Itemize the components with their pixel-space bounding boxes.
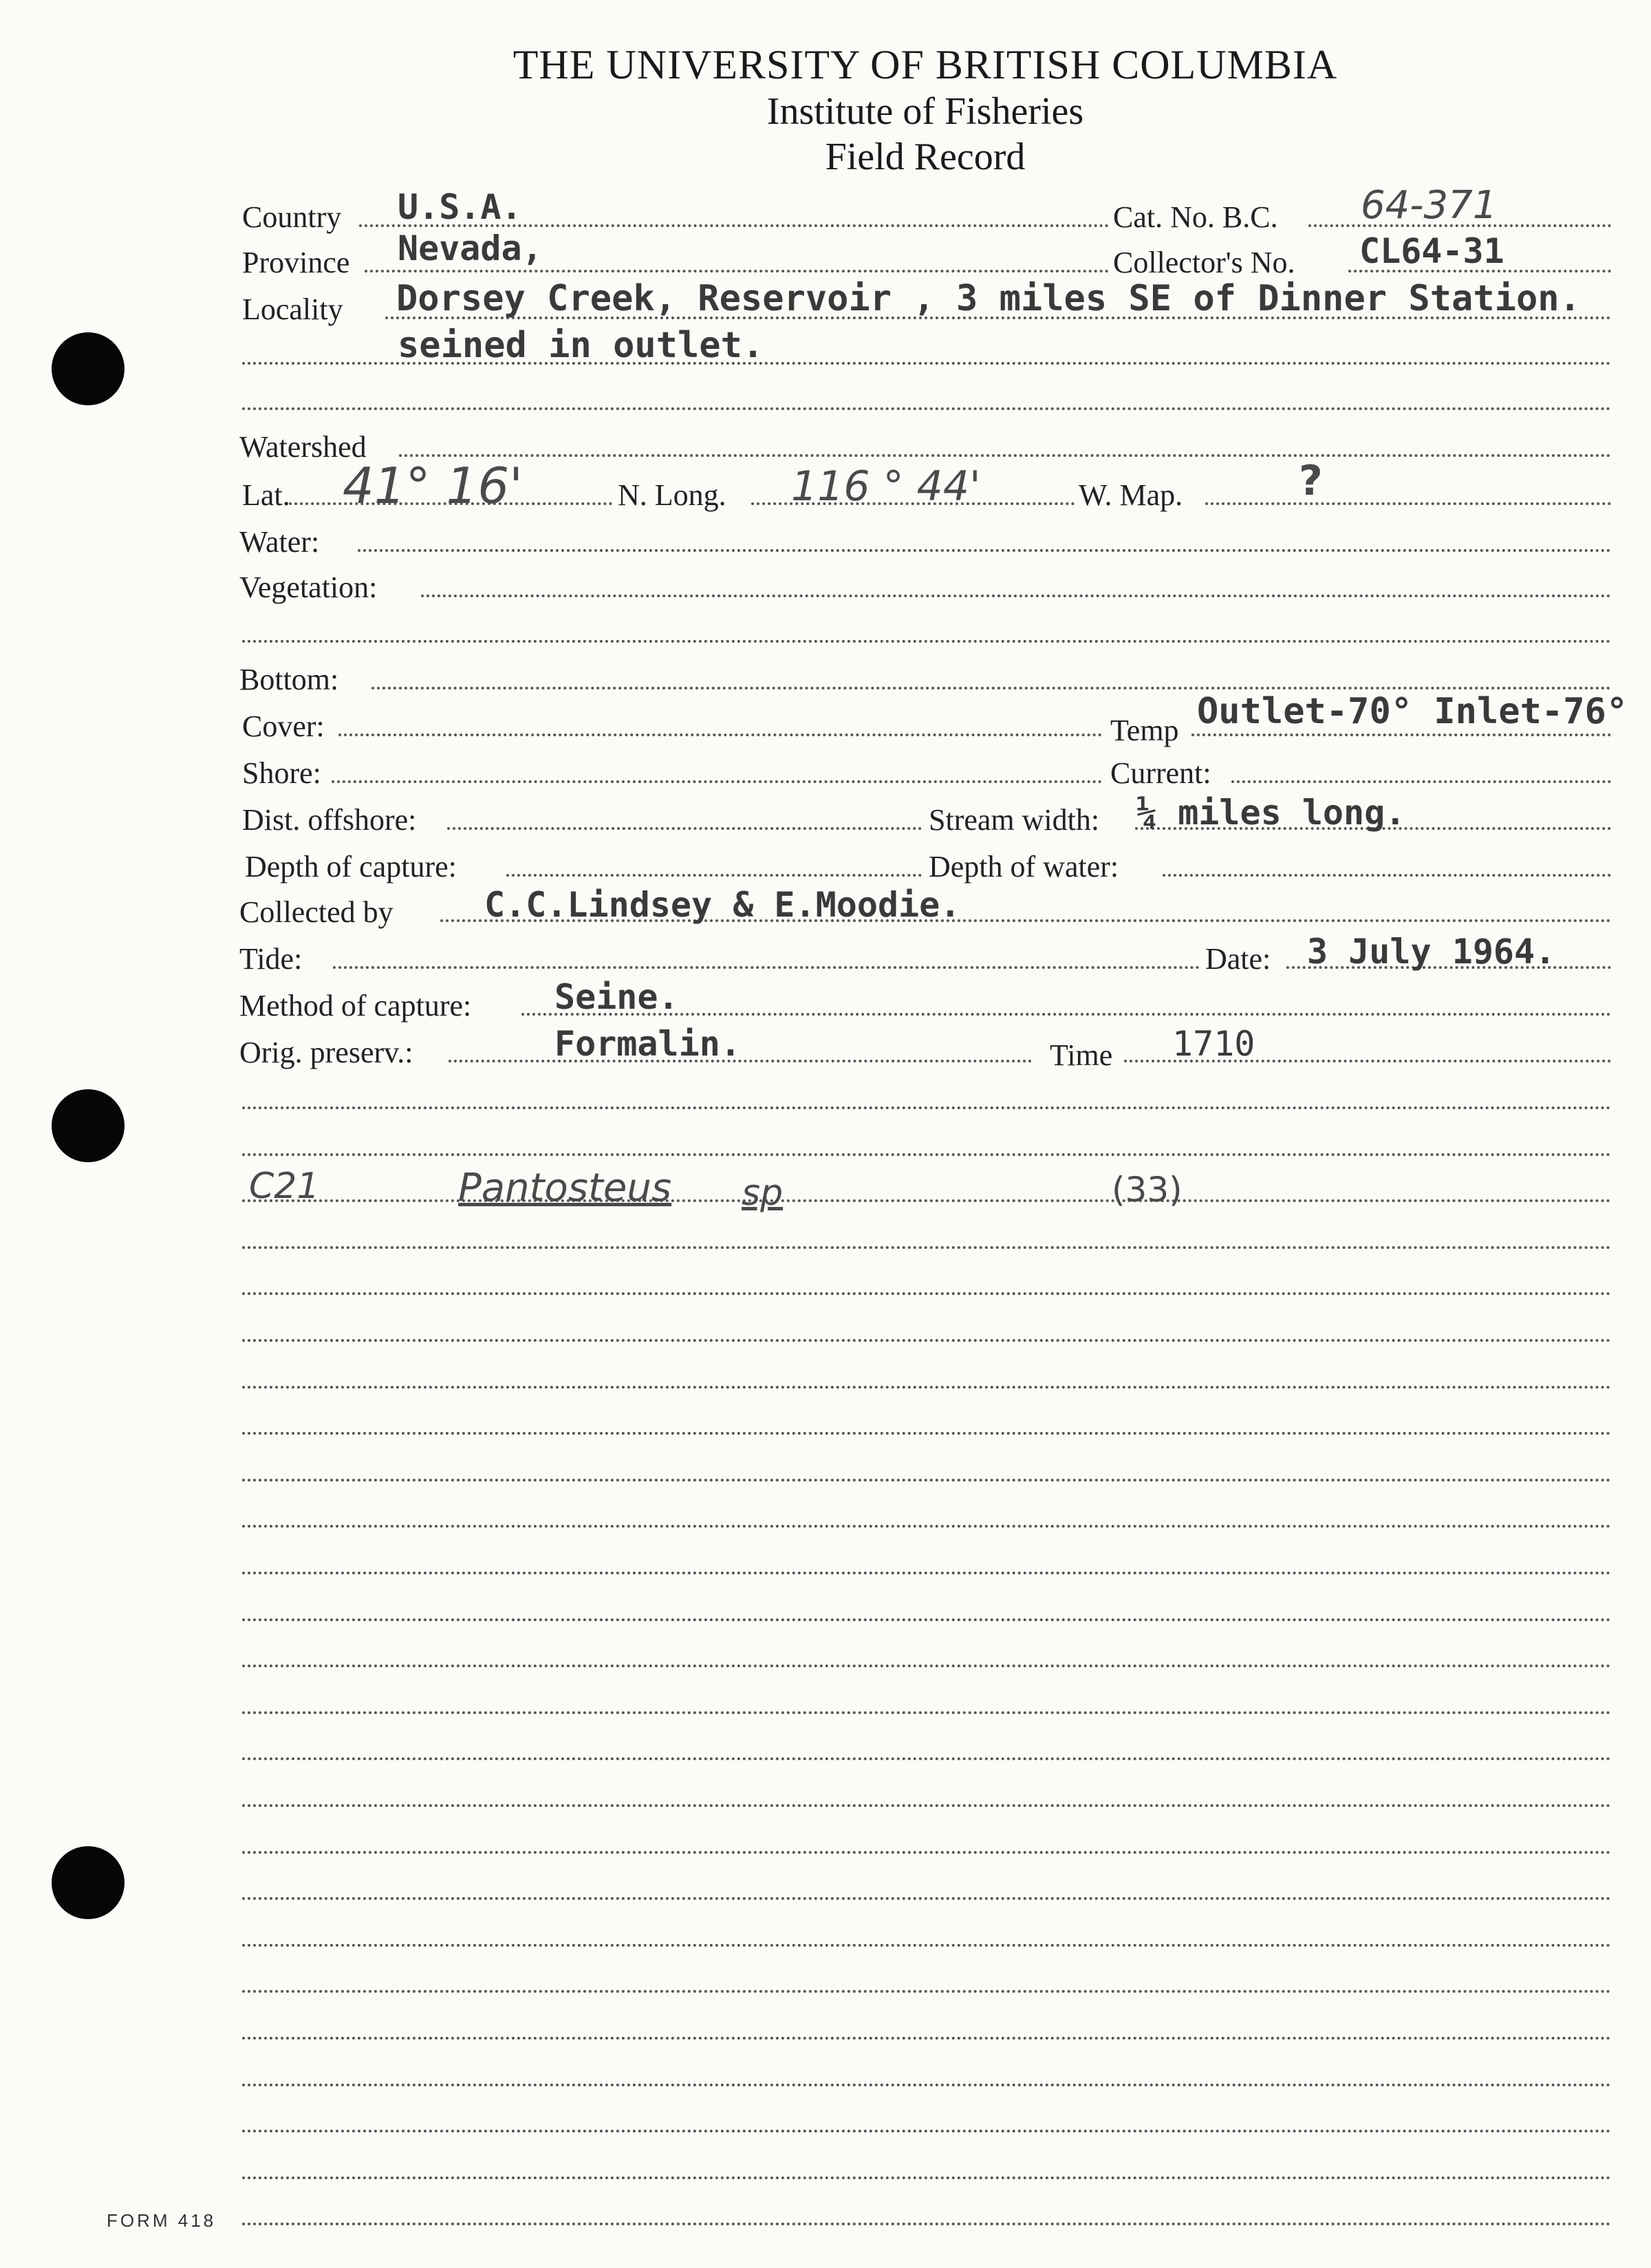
shore-line — [332, 780, 1102, 783]
ruled-line — [242, 1339, 1611, 1342]
ruled-line — [242, 1479, 1611, 1481]
long-value: 116 ° 44' — [791, 462, 981, 511]
stream-width-label: Stream width: — [929, 803, 1100, 837]
bottom-label: Bottom: — [239, 663, 339, 696]
country-label: Country — [242, 200, 342, 234]
dist-offshore-line — [447, 827, 922, 830]
ruled-line — [242, 1106, 1611, 1109]
orig-preserv-value: Formalin. — [554, 1024, 741, 1064]
vegetation-line-2 — [242, 640, 1611, 643]
specimen-count: (33) — [1112, 1170, 1183, 1210]
ruled-line — [242, 1665, 1611, 1667]
collectors-no-label: Collector's No. — [1113, 246, 1295, 279]
locality-label: Locality — [242, 292, 343, 326]
tide-line — [333, 966, 1200, 969]
ruled-line — [242, 2037, 1611, 2040]
watershed-line — [399, 454, 1611, 457]
temp-label: Temp — [1110, 714, 1179, 747]
time-label: Time — [1050, 1038, 1113, 1072]
ruled-line — [242, 1572, 1611, 1574]
bottom-line — [371, 687, 1611, 689]
province-label: Province — [242, 246, 350, 279]
date-value: 3 July 1964. — [1307, 932, 1556, 972]
depth-capture-line — [506, 874, 922, 877]
lat-value: 41° 16' — [343, 457, 523, 515]
watershed-label: Watershed — [239, 430, 367, 464]
dist-offshore-label: Dist. offshore: — [242, 803, 417, 837]
cover-label: Cover: — [242, 709, 325, 743]
tide-label: Tide: — [239, 942, 303, 976]
temp-value: Outlet-70° Inlet-76° — [1197, 691, 1628, 732]
vegetation-line-1 — [421, 595, 1611, 597]
stream-width-value: ¼ miles long. — [1136, 793, 1406, 833]
university-title: THE UNIVERSITY OF BRITISH COLUMBIA — [512, 42, 1338, 87]
ruled-line — [242, 1944, 1611, 1947]
ruled-line — [242, 1757, 1611, 1760]
ruled-line — [242, 2130, 1611, 2132]
institute-title: Institute of Fisheries — [766, 90, 1084, 133]
ruled-line — [242, 1432, 1611, 1435]
specimen-qualifier: sp — [742, 1173, 784, 1214]
cat-no-label: Cat. No. B.C. — [1113, 200, 1278, 234]
ruled-line — [242, 1851, 1611, 1854]
map-line — [1205, 502, 1611, 505]
depth-water-label: Depth of water: — [929, 850, 1119, 884]
cat-no-value: 64-371 — [1361, 183, 1498, 228]
country-value: U.S.A. — [398, 187, 522, 227]
ruled-line — [242, 1990, 1611, 1993]
ruled-line — [242, 1618, 1611, 1621]
ruled-line — [242, 1525, 1611, 1528]
ruled-line — [242, 1386, 1611, 1389]
ruled-line — [242, 1292, 1611, 1295]
province-line — [365, 270, 1109, 272]
current-line — [1231, 780, 1611, 783]
map-value: ? — [1299, 457, 1323, 505]
n-long-label: N. Long. — [618, 478, 726, 512]
lat-label: Lat. — [242, 478, 290, 512]
current-label: Current: — [1110, 756, 1211, 790]
form-title: Field Record — [825, 136, 1026, 178]
collected-by-value: C.C.Lindsey & E.Moodie. — [484, 885, 961, 925]
method-label: Method of capture: — [239, 989, 472, 1023]
ruled-line — [242, 1711, 1611, 1714]
ruled-line — [242, 2176, 1611, 2179]
collected-by-label: Collected by — [239, 895, 393, 929]
ruled-line — [242, 1153, 1611, 1156]
locality-value-line-2: seined in outlet. — [398, 325, 764, 366]
ruled-line — [242, 2084, 1611, 2086]
collectors-no-value: CL64-31 — [1359, 231, 1504, 271]
ruled-line — [242, 2223, 1611, 2225]
ruled-line — [242, 1897, 1611, 1900]
vegetation-label: Vegetation: — [239, 570, 378, 604]
w-map-label: W. Map. — [1079, 478, 1183, 512]
orig-preserv-label: Orig. preserv.: — [239, 1036, 413, 1069]
specimen-code: C21 — [249, 1166, 320, 1207]
shore-label: Shore: — [242, 756, 321, 790]
province-value: Nevada, — [398, 228, 543, 268]
temp-line — [1191, 734, 1611, 736]
locality-value-line-1: Dorsey Creek, Reservoir , 3 miles SE of Dinner Station. — [396, 278, 1581, 319]
ruled-line — [242, 1246, 1611, 1249]
binder-hole-bottom — [52, 1846, 125, 1919]
locality-line-3 — [242, 407, 1611, 410]
time-value: 1710 — [1172, 1024, 1255, 1064]
method-line — [521, 1013, 1611, 1016]
binder-hole-top — [52, 332, 125, 405]
method-value: Seine. — [554, 977, 679, 1017]
ruled-line — [242, 1804, 1611, 1807]
water-line — [358, 549, 1611, 552]
binder-hole-middle — [52, 1089, 125, 1162]
form-code: FORM 418 — [107, 2210, 217, 2231]
depth-water-line — [1163, 874, 1611, 877]
water-label: Water: — [239, 525, 320, 559]
date-label: Date: — [1205, 942, 1271, 976]
ruled-line — [242, 1199, 1611, 1202]
depth-capture-label: Depth of capture: — [245, 850, 457, 884]
cover-line — [338, 734, 1102, 736]
specimen-name: Pantosteus — [458, 1166, 672, 1210]
